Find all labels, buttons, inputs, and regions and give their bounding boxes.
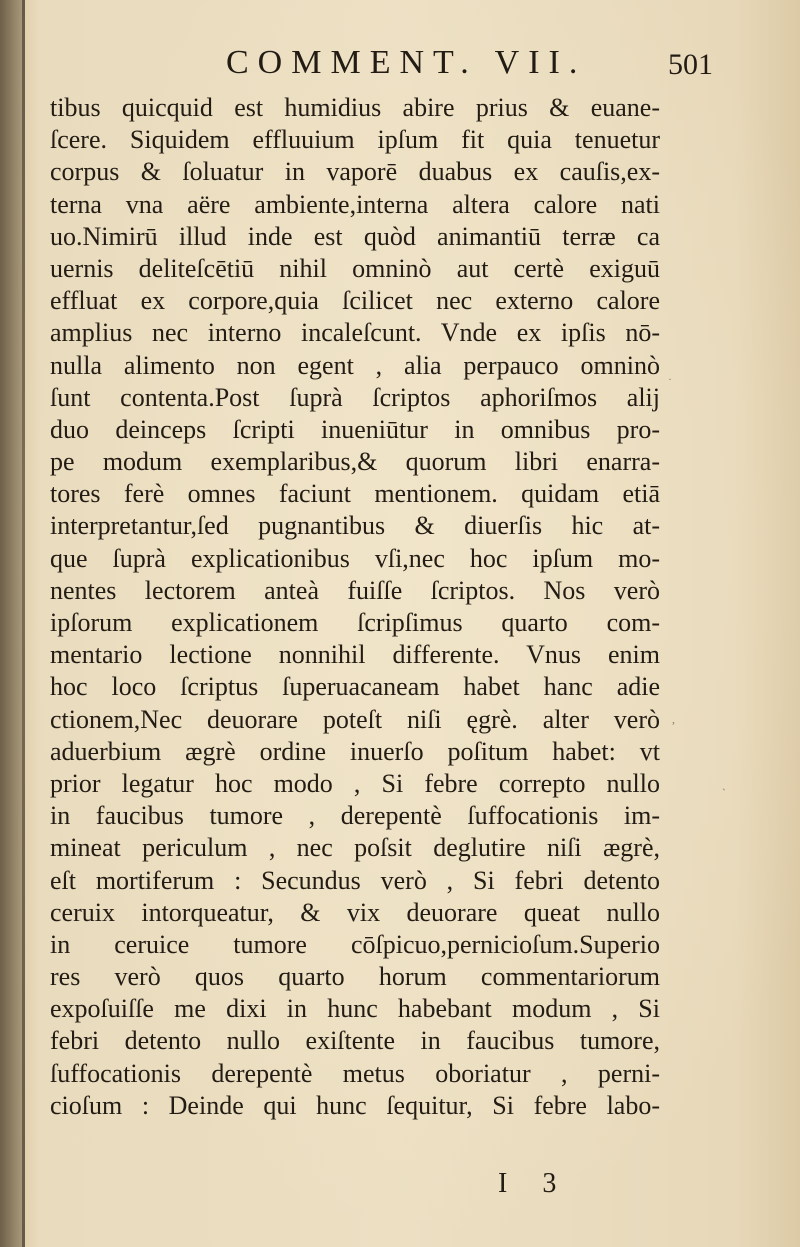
text-line: que ſuprà explicationibus vſi,nec hoc ipſum mo- (50, 543, 660, 573)
text-line: nulla alimento non egent , alia perpauco omninò (50, 350, 660, 380)
text-line: ipſorum explicationem ſcripſimus quarto com- (50, 608, 660, 637)
page-header (0, 44, 800, 94)
text-line: ceruix intorqueatur, & vix deuorare queat nullo (50, 897, 660, 927)
text-line: ſcere. Siquidem effluuium ipſum fit quia tenuetur (50, 125, 660, 155)
text-line: febri detento nullo exiſtente in faucibus tumore, (50, 1026, 660, 1056)
text-line: uernis deliteſcētiū nihil omninò aut certè exiguū (50, 253, 660, 283)
text-line: duo deinceps ſcripti inueniūtur in omnibus pro- (50, 414, 660, 444)
text-line: mentario lectione nonnihil differente. Vnus enim (50, 640, 660, 670)
text-line: aduerbium ægrè ordine inuerſo poſitum habet: vt (50, 736, 660, 766)
text-line: eſt mortiferum : Secundus verò , Si febri detento (50, 865, 660, 895)
ink-speck: ` (722, 786, 726, 800)
page-number: 501 (668, 48, 713, 81)
text-line: hoc loco ſcriptus ſuperuacaneam habet hanc adie (50, 672, 660, 702)
text-line: tibus quicquid est humidius abire prius & euane- (50, 93, 660, 122)
text-line: pe modum exemplaribus,& quorum libri enarra- (50, 447, 660, 477)
binding-edge (22, 0, 25, 1247)
main-text-block (50, 92, 660, 1122)
ink-speck: · (668, 372, 672, 386)
text-line: in ceruice tumore cōſpicuo,pernicioſum.Superio (50, 929, 660, 959)
text-line: interpretantur,ſed pugnantibus & diuerſis hic at- (50, 511, 660, 541)
text-line: nentes lectorem anteà fuiſſe ſcriptos. Nos verò (50, 575, 660, 605)
running-head: COMMENT. VII. (226, 44, 587, 81)
text-line: ſunt contenta.Post ſuprà ſcriptos aphoriſmos alij (50, 382, 660, 412)
text-line: in faucibus tumore , derepentè ſuffocationis im- (50, 801, 660, 831)
text-line: tores ferè omnes faciunt mentionem. quidam etiā (50, 479, 660, 509)
text-line: effluat ex corpore,quia ſcilicet nec externo calore (50, 286, 660, 316)
text-line: mineat periculum , nec poſsit deglutire niſi ægrè, (50, 833, 660, 863)
ink-speck: , (672, 712, 675, 726)
text-line: corpus & ſoluatur in vaporē duabus ex cauſis,ex- (50, 157, 660, 187)
text-line: res verò quos quarto horum commentariorum (50, 962, 660, 992)
text-line: ſuffocationis derepentè metus oboriatur , perni- (50, 1058, 660, 1088)
text-line: terna vna aëre ambiente,interna altera calore nati (50, 189, 660, 219)
page-gutter-shadow (0, 0, 22, 1247)
text-line: prior legatur hoc modo , Si febre correpto nullo (50, 768, 660, 798)
text-line: cioſum : Deinde qui hunc ſequitur, Si febre labo- (50, 1090, 660, 1120)
signature-mark: I 3 (498, 1168, 571, 1199)
text-line: ctionem,Nec deuorare poteſt niſi ęgrè. alter verò (50, 704, 660, 734)
text-line: amplius nec interno incaleſcunt. Vnde ex ipſis nō- (50, 318, 660, 348)
text-line: expoſuiſſe me dixi in hunc habebant modum , Si (50, 994, 660, 1024)
text-line: uo.Nimirū illud inde est quòd animantiū terræ ca (50, 221, 660, 251)
